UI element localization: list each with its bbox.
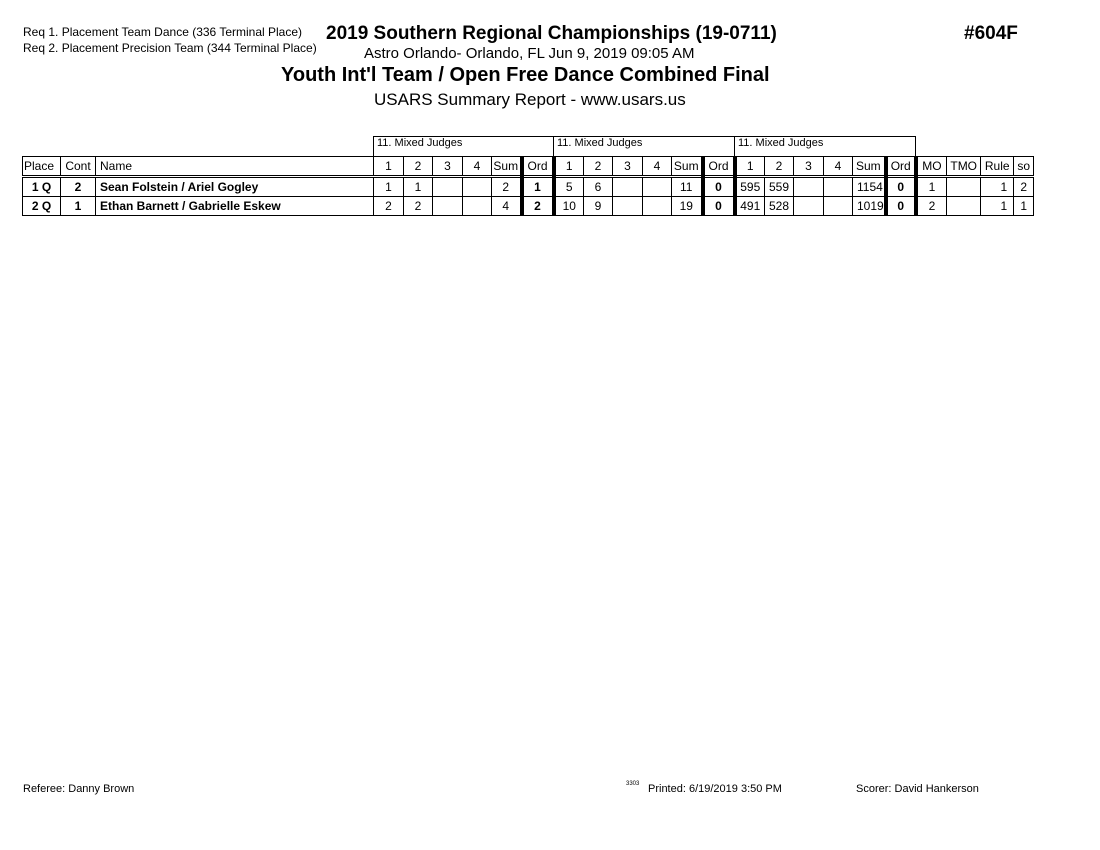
g3-j2-cell: 559	[765, 177, 794, 197]
g3-j4-cell	[824, 177, 853, 197]
cont-cell: 2	[61, 177, 96, 197]
header-g1-j2: 2	[404, 157, 433, 177]
g1-j1-cell: 1	[374, 177, 404, 197]
g2-j3-cell	[613, 177, 643, 197]
header-cont: Cont	[61, 157, 96, 177]
header-so: so	[1014, 157, 1034, 177]
g3-j2-cell: 528	[765, 197, 794, 216]
g3-j1-cell: 595	[735, 177, 765, 197]
g2-sum-cell: 19	[672, 197, 703, 216]
g1-j4-cell	[463, 177, 492, 197]
g3-j3-cell	[794, 177, 824, 197]
scorer-label: Scorer: David Hankerson	[856, 783, 979, 795]
requirement-1: Req 1. Placement Team Dance (336 Terminal Place)	[23, 25, 303, 39]
tmo-cell	[947, 197, 981, 216]
g1-j3-cell	[433, 197, 463, 216]
header-g1-j1: 1	[374, 157, 404, 177]
event-code: #604F	[964, 23, 1018, 44]
so-cell: 1	[1014, 197, 1034, 216]
g3-j3-cell	[794, 197, 824, 216]
g1-j1-cell: 2	[374, 197, 404, 216]
g2-j4-cell	[643, 177, 672, 197]
g2-sum-cell: 11	[672, 177, 703, 197]
g2-j1-cell: 10	[554, 197, 584, 216]
name-cell: Sean Folstein / Ariel Gogley	[96, 177, 374, 197]
g3-ord-cell: 0	[886, 197, 916, 216]
rule-cell: 1	[981, 177, 1014, 197]
referee-label: Referee: Danny Brown	[23, 783, 135, 795]
header-place: Place	[23, 157, 61, 177]
g2-j4-cell	[643, 197, 672, 216]
place-cell: 2 Q	[23, 197, 61, 216]
header-name: Name	[96, 157, 374, 177]
header-g1-ord: Ord	[522, 157, 554, 177]
cont-cell: 1	[61, 197, 96, 216]
header-g3-j1: 1	[735, 157, 765, 177]
g3-sum-cell: 1154	[853, 177, 886, 197]
results-table	[22, 136, 1034, 216]
header-g1-sum: Sum	[492, 157, 522, 177]
header-g3-j2: 2	[765, 157, 794, 177]
header-mo: MO	[916, 157, 947, 177]
venue-line: Astro Orlando- Orlando, FL Jun 9, 2019 09:05 AM	[364, 45, 695, 62]
table-row	[23, 197, 1034, 216]
name-cell: Ethan Barnett / Gabrielle Eskew	[96, 197, 374, 216]
mo-cell: 1	[916, 177, 947, 197]
g3-sum-cell: 1019	[853, 197, 886, 216]
judge-group-3-label: 11. Mixed Judges	[735, 137, 916, 157]
g3-ord-cell: 0	[886, 177, 916, 197]
header-rule: Rule	[981, 157, 1014, 177]
header-g2-j2: 2	[584, 157, 613, 177]
rule-cell: 1	[981, 197, 1014, 216]
report-title: USARS Summary Report - www.usars.us	[374, 90, 686, 109]
competition-title: 2019 Southern Regional Championships (19-0711)	[326, 23, 777, 44]
spacer	[916, 137, 1034, 157]
header-g2-sum: Sum	[672, 157, 703, 177]
requirement-2: Req 2. Placement Precision Team (344 Terminal Place)	[23, 41, 317, 55]
g2-j2-cell: 9	[584, 197, 613, 216]
g1-sum-cell: 2	[492, 177, 522, 197]
g1-j2-cell: 1	[404, 177, 433, 197]
g1-ord-cell: 1	[522, 177, 554, 197]
g3-j1-cell: 491	[735, 197, 765, 216]
mo-cell: 2	[916, 197, 947, 216]
g1-ord-cell: 2	[522, 197, 554, 216]
judge-group-header-row	[23, 137, 1034, 157]
g2-j1-cell: 5	[554, 177, 584, 197]
header-g3-j3: 3	[794, 157, 824, 177]
g1-sum-cell: 4	[492, 197, 522, 216]
g2-j2-cell: 6	[584, 177, 613, 197]
header-tmo: TMO	[947, 157, 981, 177]
header-g2-ord: Ord	[703, 157, 735, 177]
g1-j2-cell: 2	[404, 197, 433, 216]
g3-j4-cell	[824, 197, 853, 216]
header-g1-j4: 4	[463, 157, 492, 177]
header-g2-j4: 4	[643, 157, 672, 177]
g2-ord-cell: 0	[703, 197, 735, 216]
g1-j4-cell	[463, 197, 492, 216]
header-g2-j3: 3	[613, 157, 643, 177]
judge-group-2-label: 11. Mixed Judges	[554, 137, 735, 157]
event-title: Youth Int'l Team / Open Free Dance Combined Final	[281, 64, 770, 86]
header-g1-j3: 3	[433, 157, 463, 177]
place-cell: 1 Q	[23, 177, 61, 197]
judge-group-1-label: 11. Mixed Judges	[374, 137, 554, 157]
column-header-row	[23, 157, 1034, 177]
header-g2-j1: 1	[554, 157, 584, 177]
g2-j3-cell	[613, 197, 643, 216]
spacer	[23, 137, 374, 157]
g1-j3-cell	[433, 177, 463, 197]
header-g3-sum: Sum	[853, 157, 886, 177]
table-row	[23, 177, 1034, 197]
tmo-cell	[947, 177, 981, 197]
header-g3-j4: 4	[824, 157, 853, 177]
header-g3-ord: Ord	[886, 157, 916, 177]
tiny-code: 3303	[626, 781, 640, 787]
so-cell: 2	[1014, 177, 1034, 197]
printed-timestamp: Printed: 6/19/2019 3:50 PM	[648, 783, 782, 795]
g2-ord-cell: 0	[703, 177, 735, 197]
